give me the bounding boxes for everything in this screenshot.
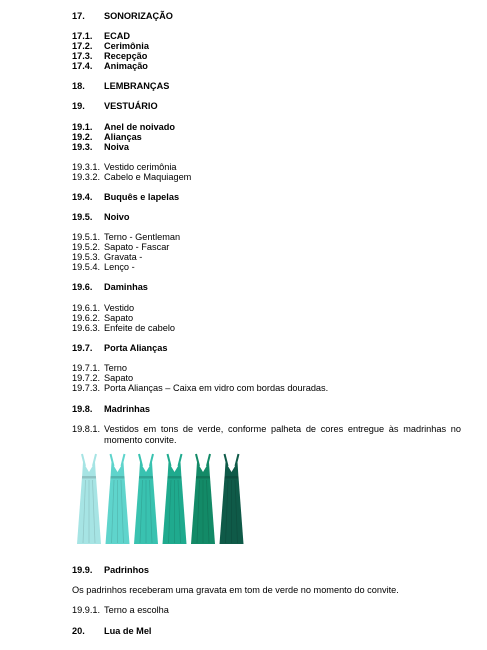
item-number: 17.4. bbox=[72, 61, 93, 71]
item-number: 17.2. bbox=[72, 41, 93, 51]
item-number: 19.9. bbox=[72, 565, 93, 575]
item-number: 19.4. bbox=[72, 192, 93, 202]
item-number: 19.3.1. bbox=[72, 162, 101, 172]
dress-2 bbox=[106, 454, 130, 544]
item-text: Cabelo e Maquiagem bbox=[104, 172, 192, 182]
item-text: Vestido cerimônia bbox=[104, 162, 177, 172]
item-number: 19.7.1. bbox=[72, 363, 101, 373]
item-text: Noiva bbox=[104, 142, 130, 152]
item-number: 17. bbox=[72, 11, 85, 21]
item-number: 19.9.1. bbox=[72, 605, 101, 615]
item-text: Padrinhos bbox=[104, 565, 149, 575]
item-text: Terno bbox=[104, 363, 127, 373]
item-text: Vestido bbox=[104, 303, 135, 313]
item-text: Alianças bbox=[104, 132, 142, 142]
item-number: 19.8.1. bbox=[72, 424, 101, 434]
item-number: 19.6.2. bbox=[72, 313, 101, 323]
item-text: Gravata - bbox=[104, 252, 143, 262]
item-text: Lua de Mel bbox=[104, 626, 152, 636]
item-number: 19.5.2. bbox=[72, 242, 101, 252]
item-text: Sapato bbox=[104, 313, 134, 323]
item-text: Vestidos em tons de verde, conforme palheta de cores entregue às madrinhas no momento convite. bbox=[104, 424, 461, 445]
item-text: Sapato bbox=[104, 373, 134, 383]
item-text: Sapato - Fascar bbox=[104, 242, 170, 252]
dresses-illustration bbox=[72, 452, 252, 546]
item-text: Porta Alianças – Caixa em vidro com bordas douradas. bbox=[104, 383, 329, 393]
item-text: Recepção bbox=[104, 51, 148, 61]
item-number: 19.7. bbox=[72, 343, 93, 353]
item-text: LEMBRANÇAS bbox=[104, 81, 170, 91]
item-text: Daminhas bbox=[104, 282, 148, 292]
item-text: Porta Alianças bbox=[104, 343, 168, 353]
item-text: Madrinhas bbox=[104, 404, 150, 414]
item-number: 19.7.3. bbox=[72, 383, 101, 393]
item-number: 19.7.2. bbox=[72, 373, 101, 383]
item-text: Terno - Gentleman bbox=[104, 232, 181, 242]
item-number: 19.3.2. bbox=[72, 172, 101, 182]
dress-3 bbox=[134, 454, 158, 544]
item-number: 17.1. bbox=[72, 31, 93, 41]
item-number: 17.3. bbox=[72, 51, 93, 61]
item-number: 19.6.3. bbox=[72, 323, 101, 333]
item-text: ECAD bbox=[104, 31, 131, 41]
dress-6 bbox=[220, 454, 244, 544]
item-text: Terno a escolha bbox=[104, 605, 169, 615]
item-number: 19.6. bbox=[72, 282, 93, 292]
dress-5 bbox=[191, 454, 215, 544]
item-text: Animação bbox=[104, 61, 148, 71]
item-number: 19.8. bbox=[72, 404, 93, 414]
item-text: VESTUÁRIO bbox=[104, 101, 158, 111]
item-text: Cerimônia bbox=[104, 41, 149, 51]
madrinhas-description bbox=[72, 424, 462, 446]
item-number: 20. bbox=[72, 626, 85, 636]
item-text: Anel de noivado bbox=[104, 122, 175, 132]
dress-4 bbox=[163, 454, 187, 544]
item-number: 19.3. bbox=[72, 142, 93, 152]
item-text: Lenço - bbox=[104, 262, 135, 272]
padrinhos-paragraph: Os padrinhos receberam uma gravata em tom de verde no momento do convite. bbox=[72, 585, 399, 595]
item-text: Enfeite de cabelo bbox=[104, 323, 176, 333]
item-text: Noivo bbox=[104, 212, 130, 222]
item-number: 19.1. bbox=[72, 122, 93, 132]
item-number: 19.6.1. bbox=[72, 303, 101, 313]
item-text: SONORIZAÇÃO bbox=[104, 11, 173, 21]
item-number: 19.5. bbox=[72, 212, 93, 222]
item-number: 19.5.4. bbox=[72, 262, 101, 272]
item-number: 19. bbox=[72, 101, 85, 111]
item-number: 19.5.1. bbox=[72, 232, 101, 242]
bridesmaid-dresses-image bbox=[72, 452, 252, 546]
dress-1 bbox=[77, 454, 101, 544]
item-text: Buquês e lapelas bbox=[104, 192, 180, 202]
item-number: 19.5.3. bbox=[72, 252, 101, 262]
item-number: 19.2. bbox=[72, 132, 93, 142]
item-number: 18. bbox=[72, 81, 85, 91]
